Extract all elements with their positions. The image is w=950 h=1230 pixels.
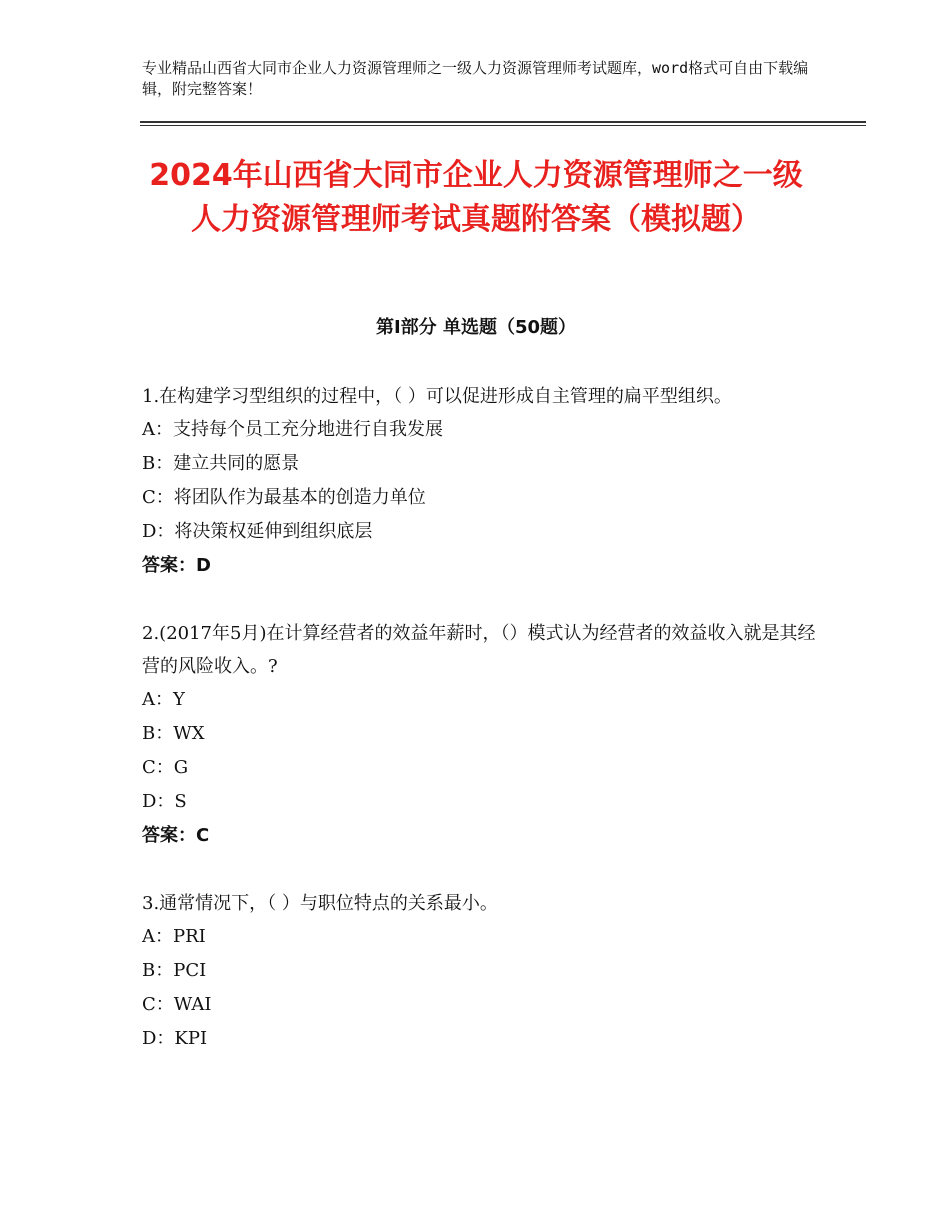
option-a: A：支持每个员工充分地进行自我发展 <box>142 419 443 440</box>
option-c: C：将团队作为最基本的创造力单位 <box>142 487 426 508</box>
option-a: A：PRI <box>142 926 206 947</box>
question-1 <box>142 380 822 583</box>
question-stem: 3.通常情况下，（ ）与职位特点的关系最小。 <box>142 893 498 914</box>
option-b: B：建立共同的愿景 <box>142 453 300 474</box>
option-d: D：S <box>142 791 187 812</box>
answer: 答案：C <box>142 825 210 846</box>
header-rule-thick <box>140 121 866 123</box>
option-d: D：将决策权延伸到组织底层 <box>142 521 373 542</box>
option-b: B：PCI <box>142 960 207 981</box>
header-rule-thin <box>140 125 866 126</box>
option-b: B：WX <box>142 723 205 744</box>
document-title: 2024年山西省大同市企业人力资源管理师之一级人力资源管理师考试真题附答案（模拟题） <box>149 158 803 237</box>
answer: 答案：D <box>142 555 211 576</box>
question-stem: 1.在构建学习型组织的过程中，（ ）可以促进形成自主管理的扁平型组织。 <box>142 386 732 407</box>
option-d: D：KPI <box>142 1028 208 1049</box>
header-note: 专业精品山西省大同市企业人力资源管理师之一级人力资源管理师考试题库，word格式可自由下载编辑，附完整答案！ <box>142 59 809 98</box>
option-c: C：G <box>142 757 189 778</box>
question-3 <box>142 887 822 1056</box>
question-list <box>142 380 822 1090</box>
section-title: 第Ⅰ部分 单选题（50题） <box>375 317 576 338</box>
question-2 <box>142 617 822 853</box>
option-c: C：WAI <box>142 994 212 1015</box>
question-stem: 2.(2017年5月)在计算经营者的效益年薪时，（）模式认为经营者的效益收入就是其经营的风险收入。? <box>142 623 816 677</box>
option-a: A：Y <box>142 689 185 710</box>
